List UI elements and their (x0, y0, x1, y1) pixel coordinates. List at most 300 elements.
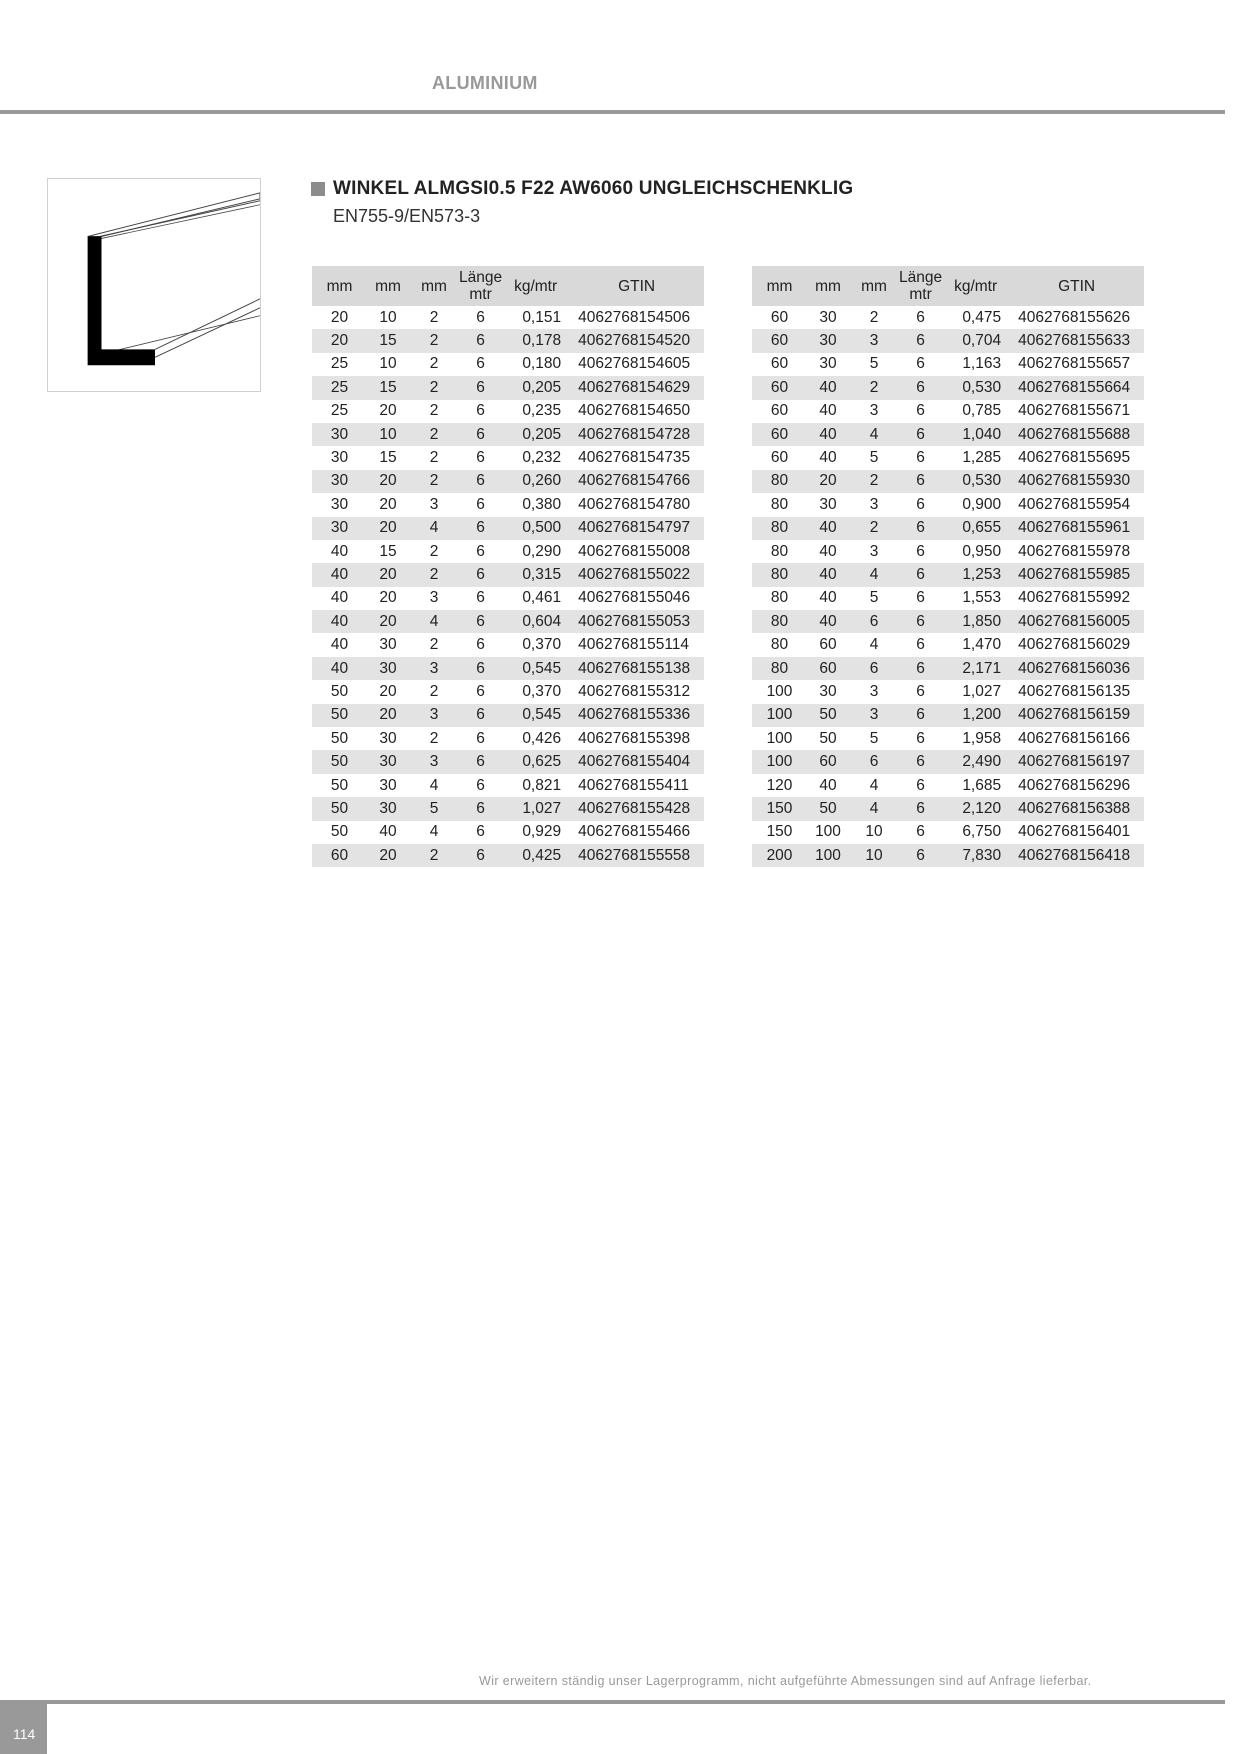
table-row (312, 610, 704, 633)
cell-dim-a: 100 (752, 750, 807, 773)
cell-dim-b: 40 (807, 517, 849, 540)
cell-length: 6 (476, 729, 485, 747)
cell-thickness: 2 (849, 470, 899, 493)
cell-thickness: 4 (429, 823, 439, 841)
cell-dim-a: 50 (312, 704, 367, 727)
cell-gtin: 4062768155404 (569, 750, 704, 773)
cell-thickness: 4 (429, 776, 439, 794)
cell-gtin: 4062768155961 (1009, 517, 1144, 540)
cell-thickness: 6 (849, 750, 899, 773)
table-row (752, 329, 1144, 352)
table-row (752, 774, 1144, 797)
cell-dim-b: 30 (367, 657, 409, 680)
cell-thickness: 3 (409, 657, 459, 680)
cell-thickness: 4 (849, 563, 899, 586)
table-row (312, 306, 704, 329)
cell-dim-a: 60 (752, 329, 807, 352)
cell-dim-b: 30 (819, 308, 837, 326)
cell-dim-a: 30 (312, 423, 367, 446)
cell-gtin: 4062768155138 (569, 657, 704, 680)
cell-weight: 0,950 (962, 542, 1002, 560)
cell-dim-a: 80 (752, 470, 807, 493)
cell-dim-b: 30 (379, 636, 397, 654)
table-row (752, 306, 1144, 329)
table-row (752, 353, 1144, 376)
cell-length: 6 (476, 776, 485, 794)
table-row (312, 587, 704, 610)
cell-dim-a: 50 (312, 797, 367, 820)
cell-gtin: 4062768154520 (569, 329, 704, 352)
cell-gtin: 4062768155633 (1009, 329, 1144, 352)
cell-dim-a: 60 (312, 844, 367, 867)
header-length-line2: mtr (909, 286, 932, 303)
cell-thickness: 3 (409, 704, 459, 727)
table-row (752, 704, 1144, 727)
cell-gtin: 4062768155428 (569, 797, 704, 820)
cell-length: 6 (899, 657, 942, 680)
cell-weight: 1,685 (962, 776, 1002, 794)
cell-gtin: 4062768155312 (578, 682, 691, 700)
cell-weight: 0,178 (502, 329, 569, 352)
cell-weight: 1,470 (962, 636, 1002, 654)
cell-dim-b: 15 (379, 542, 397, 560)
cell-length: 6 (476, 402, 485, 420)
cell-dim-b: 20 (367, 563, 409, 586)
cell-length: 6 (476, 449, 485, 467)
header-mm-b: mm (367, 266, 409, 306)
cell-weight: 6,750 (962, 823, 1002, 841)
cell-dim-b: 40 (807, 563, 849, 586)
section-title: ALUMINIUM (432, 73, 538, 93)
cell-thickness: 2 (849, 517, 899, 540)
cell-weight: 1,850 (942, 610, 1009, 633)
cell-thickness: 2 (409, 563, 459, 586)
cell-weight: 0,232 (522, 449, 562, 467)
cell-dim-b: 100 (807, 844, 849, 867)
cell-length: 6 (476, 682, 485, 700)
cell-dim-a: 100 (766, 682, 793, 700)
cell-gtin: 4062768154605 (578, 355, 691, 373)
cell-dim-a: 100 (766, 729, 793, 747)
cell-weight: 0,235 (522, 402, 562, 420)
cell-dim-b: 30 (379, 729, 397, 747)
cell-length: 6 (916, 355, 925, 373)
cell-gtin: 4062768154506 (578, 308, 691, 326)
cell-gtin: 4062768155053 (569, 610, 704, 633)
cell-dim-b: 40 (819, 542, 837, 560)
cell-weight: 0,530 (942, 376, 1009, 399)
cell-dim-a: 80 (752, 657, 807, 680)
cell-weight: 0,461 (522, 589, 562, 607)
cell-weight: 0,425 (502, 844, 569, 867)
cell-length: 6 (459, 657, 502, 680)
cell-length: 6 (459, 517, 502, 540)
cell-length: 6 (459, 844, 502, 867)
table-row (752, 540, 1144, 563)
cell-dim-a: 80 (770, 589, 789, 607)
cell-gtin: 4062768154735 (578, 449, 691, 467)
cell-length: 6 (916, 682, 925, 700)
table-row (752, 563, 1144, 586)
cell-length: 6 (899, 750, 942, 773)
cell-dim-a: 60 (770, 402, 789, 420)
cell-dim-a: 50 (330, 682, 349, 700)
cell-dim-b: 15 (367, 376, 409, 399)
cell-gtin: 4062768156197 (1009, 750, 1144, 773)
cell-weight: 0,180 (522, 355, 562, 373)
cell-gtin: 4062768155336 (569, 704, 704, 727)
cell-thickness: 2 (429, 542, 439, 560)
cell-dim-a: 80 (752, 563, 807, 586)
header-mm-b: mm (807, 266, 849, 306)
table-row (312, 821, 704, 844)
cell-gtin: 4062768156135 (1018, 682, 1131, 700)
cell-dim-b: 40 (819, 402, 837, 420)
cell-length: 6 (899, 610, 942, 633)
cell-dim-b: 10 (379, 355, 397, 373)
cell-length: 6 (899, 844, 942, 867)
cell-dim-b: 20 (379, 682, 397, 700)
table-row (312, 633, 704, 656)
cell-gtin: 4062768155978 (1018, 542, 1131, 560)
cell-weight: 0,655 (942, 517, 1009, 540)
cell-thickness: 2 (869, 308, 879, 326)
cell-length: 6 (899, 704, 942, 727)
table-row (752, 587, 1144, 610)
header-mm-a: mm (752, 266, 807, 306)
cell-weight: 1,163 (962, 355, 1002, 373)
cell-length: 6 (916, 589, 925, 607)
cell-dim-a: 80 (770, 542, 789, 560)
cell-dim-b: 15 (379, 449, 397, 467)
cell-dim-b: 40 (819, 589, 837, 607)
cell-dim-b: 40 (379, 823, 397, 841)
product-title: WINKEL ALMGSI0.5 F22 AW6060 UNGLEICHSCHENKLIG (333, 178, 854, 199)
table-row (312, 797, 704, 820)
table-row (312, 423, 704, 446)
cell-weight: 0,900 (962, 495, 1002, 513)
cell-length: 6 (459, 563, 502, 586)
header-mm-c: mm (849, 266, 899, 306)
cell-dim-a: 40 (312, 563, 367, 586)
cell-thickness: 2 (429, 729, 439, 747)
cell-dim-a: 30 (330, 495, 349, 513)
cell-weight: 2,120 (942, 797, 1009, 820)
cell-gtin: 4062768156159 (1009, 704, 1144, 727)
cell-weight: 0,290 (522, 542, 562, 560)
cell-thickness: 3 (429, 589, 439, 607)
cell-gtin: 4062768155657 (1018, 355, 1131, 373)
cell-dim-a: 60 (752, 423, 807, 446)
table-row (752, 750, 1144, 773)
cell-dim-a: 80 (770, 495, 789, 513)
cell-dim-b: 30 (819, 355, 837, 373)
cell-thickness: 3 (869, 542, 879, 560)
cell-gtin: 4062768155398 (578, 729, 691, 747)
cell-weight: 0,821 (522, 776, 562, 794)
cell-weight: 0,625 (502, 750, 569, 773)
cell-thickness: 6 (849, 610, 899, 633)
cell-gtin: 4062768155466 (578, 823, 691, 841)
table-row (752, 680, 1144, 703)
cell-dim-b: 15 (367, 329, 409, 352)
cell-weight: 2,490 (942, 750, 1009, 773)
table-row (312, 517, 704, 540)
cell-weight: 1,253 (942, 563, 1009, 586)
cell-weight: 7,830 (942, 844, 1009, 867)
cell-gtin: 4062768155985 (1009, 563, 1144, 586)
cell-gtin: 4062768155022 (569, 563, 704, 586)
cell-thickness: 2 (429, 355, 439, 373)
cell-thickness: 5 (869, 449, 879, 467)
table-header-row (312, 266, 704, 306)
cell-thickness: 5 (869, 589, 879, 607)
header-divider (0, 110, 1225, 114)
cell-length: 6 (476, 542, 485, 560)
table-row (312, 844, 704, 867)
table-row (312, 727, 704, 750)
cell-dim-b: 100 (815, 823, 841, 841)
cell-dim-b: 10 (379, 308, 397, 326)
header-length-line1: Länge (459, 269, 503, 286)
table-row (752, 493, 1144, 516)
cell-dim-a: 40 (330, 542, 349, 560)
table-row (312, 470, 704, 493)
header-weight: kg/mtr (942, 266, 1009, 306)
table-row (312, 446, 704, 469)
cell-dim-a: 50 (330, 823, 349, 841)
table-row (312, 704, 704, 727)
cell-dim-b: 40 (807, 423, 849, 446)
cell-dim-b: 20 (807, 470, 849, 493)
cell-thickness: 2 (429, 449, 439, 467)
cell-thickness: 4 (869, 776, 879, 794)
cell-length: 6 (899, 797, 942, 820)
table-row (312, 493, 704, 516)
cell-dim-a: 25 (312, 376, 367, 399)
cell-length: 6 (459, 704, 502, 727)
cell-dim-b: 40 (819, 776, 837, 794)
cell-weight: 0,205 (502, 376, 569, 399)
cell-dim-a: 50 (312, 750, 367, 773)
cell-dim-b: 30 (367, 750, 409, 773)
cell-thickness: 2 (849, 376, 899, 399)
cell-length: 6 (899, 517, 942, 540)
cell-gtin: 4062768156296 (1018, 776, 1131, 794)
cell-gtin: 4062768155626 (1018, 308, 1131, 326)
angle-profile-icon (48, 179, 260, 391)
cell-gtin: 4062768154797 (569, 517, 704, 540)
dimensions-table-left (312, 266, 704, 867)
cell-gtin: 4062768154766 (569, 470, 704, 493)
cell-length: 6 (476, 823, 485, 841)
cell-length: 6 (916, 823, 925, 841)
table-row (312, 680, 704, 703)
page-number: 114 (13, 1726, 36, 1742)
cell-dim-a: 20 (312, 329, 367, 352)
table-row (752, 423, 1144, 446)
footer-divider (0, 1700, 1225, 1704)
cell-gtin: 4062768156401 (1018, 823, 1131, 841)
cell-gtin: 4062768154780 (578, 495, 691, 513)
cell-length: 6 (459, 797, 502, 820)
cell-thickness: 2 (409, 329, 459, 352)
cell-weight: 0,426 (522, 729, 562, 747)
cell-dim-b: 20 (367, 610, 409, 633)
cell-dim-a: 60 (770, 355, 789, 373)
cell-thickness: 3 (429, 495, 439, 513)
header-length-line2: mtr (469, 286, 492, 303)
table-row (752, 446, 1144, 469)
cell-gtin: 4062768155114 (578, 636, 690, 654)
product-image (47, 178, 261, 392)
cell-weight: 0,785 (962, 402, 1002, 420)
cell-dim-a: 60 (770, 449, 789, 467)
cell-gtin: 4062768155008 (578, 542, 691, 560)
cell-gtin: 4062768155992 (1018, 589, 1131, 607)
cell-length: 6 (916, 636, 925, 654)
cell-weight: 0,151 (522, 308, 562, 326)
cell-thickness: 3 (409, 750, 459, 773)
table-row (752, 470, 1144, 493)
cell-gtin: 4062768156005 (1009, 610, 1144, 633)
cell-length: 6 (916, 495, 925, 513)
cell-weight: 1,040 (942, 423, 1009, 446)
cell-gtin: 4062768155688 (1009, 423, 1144, 446)
cell-gtin: 4062768154650 (578, 402, 691, 420)
cell-dim-b: 30 (807, 329, 849, 352)
cell-weight: 0,500 (502, 517, 569, 540)
table-row (312, 750, 704, 773)
cell-dim-b: 40 (819, 449, 837, 467)
cell-weight: 0,315 (502, 563, 569, 586)
cell-gtin: 4062768155930 (1009, 470, 1144, 493)
cell-weight: 0,260 (502, 470, 569, 493)
cell-weight: 0,205 (502, 423, 569, 446)
cell-dim-b: 40 (807, 376, 849, 399)
cell-length: 6 (916, 729, 925, 747)
header-weight: kg/mtr (502, 266, 569, 306)
table-row (752, 610, 1144, 633)
cell-gtin: 4062768156388 (1009, 797, 1144, 820)
header-gtin: GTIN (1009, 266, 1144, 306)
header-mm-a: mm (312, 266, 367, 306)
cell-length: 6 (899, 470, 942, 493)
product-standard: EN755-9/EN573-3 (333, 206, 481, 226)
cell-weight: 1,200 (942, 704, 1009, 727)
cell-dim-a: 25 (330, 355, 349, 373)
cell-dim-a: 60 (752, 376, 807, 399)
footer-note: Wir erweitern ständig unser Lagerprogramm, nicht aufgeführte Abmessungen sind auf Anfrage lieferbar. (479, 1674, 1092, 1688)
cell-dim-b: 20 (367, 470, 409, 493)
cell-length: 6 (459, 423, 502, 446)
cell-thickness: 2 (429, 402, 439, 420)
cell-dim-a: 30 (312, 517, 367, 540)
cell-gtin: 4062768154629 (569, 376, 704, 399)
cell-dim-b: 50 (807, 797, 849, 820)
cell-dim-b: 20 (367, 844, 409, 867)
cell-weight: 0,380 (522, 495, 562, 513)
cell-length: 6 (476, 636, 485, 654)
header-length (459, 266, 502, 306)
cell-gtin: 4062768156036 (1009, 657, 1144, 680)
cell-thickness: 2 (429, 308, 439, 326)
cell-dim-a: 120 (766, 776, 793, 794)
cell-dim-a: 200 (752, 844, 807, 867)
header-gtin: GTIN (569, 266, 704, 306)
cell-dim-a: 30 (330, 449, 349, 467)
table-row (312, 353, 704, 376)
cell-weight: 1,553 (962, 589, 1002, 607)
cell-dim-b: 60 (819, 636, 837, 654)
cell-length: 6 (899, 329, 942, 352)
cell-gtin: 4062768155664 (1009, 376, 1144, 399)
cell-dim-a: 30 (312, 470, 367, 493)
cell-weight: 0,604 (502, 610, 569, 633)
cell-thickness: 6 (849, 657, 899, 680)
cell-weight: 0,929 (522, 823, 562, 841)
cell-weight: 1,285 (962, 449, 1002, 467)
cell-gtin: 4062768155558 (569, 844, 704, 867)
cell-thickness: 10 (865, 823, 883, 841)
cell-dim-b: 20 (367, 517, 409, 540)
cell-thickness: 3 (869, 402, 879, 420)
table-row (752, 517, 1144, 540)
cell-dim-a: 150 (752, 797, 807, 820)
cell-thickness: 2 (409, 844, 459, 867)
cell-thickness: 3 (869, 682, 879, 700)
cell-gtin: 4062768155671 (1018, 402, 1131, 420)
title-bullet (311, 182, 325, 196)
cell-weight: 1,027 (962, 682, 1002, 700)
cell-thickness: 10 (849, 844, 899, 867)
cell-thickness: 2 (409, 376, 459, 399)
cell-gtin: 4062768155954 (1018, 495, 1131, 513)
cell-length: 6 (459, 750, 502, 773)
cell-dim-a: 50 (330, 776, 349, 794)
cell-thickness: 3 (849, 329, 899, 352)
cell-gtin: 4062768155411 (578, 776, 690, 794)
cell-dim-a: 80 (752, 517, 807, 540)
cell-dim-a: 40 (330, 589, 349, 607)
cell-dim-b: 30 (819, 495, 837, 513)
table-row (312, 376, 704, 399)
table-row (752, 844, 1144, 867)
cell-length: 6 (459, 470, 502, 493)
cell-gtin: 4062768155046 (578, 589, 691, 607)
cell-gtin: 4062768155695 (1018, 449, 1131, 467)
cell-weight: 1,027 (502, 797, 569, 820)
cell-dim-a: 50 (330, 729, 349, 747)
cell-length: 6 (916, 449, 925, 467)
cell-dim-a: 25 (330, 402, 349, 420)
cell-dim-b: 60 (807, 750, 849, 773)
cell-length: 6 (476, 589, 485, 607)
cell-weight: 0,370 (522, 682, 562, 700)
cell-weight: 0,545 (502, 657, 569, 680)
table-row (752, 821, 1144, 844)
cell-dim-b: 50 (807, 704, 849, 727)
table-row (312, 400, 704, 423)
cell-length: 6 (476, 355, 485, 373)
cell-dim-a: 150 (766, 823, 793, 841)
cell-thickness: 2 (429, 682, 439, 700)
cell-dim-a: 40 (330, 636, 349, 654)
table-row (312, 774, 704, 797)
cell-dim-a: 20 (330, 308, 349, 326)
cell-weight: 0,530 (942, 470, 1009, 493)
header-length-line1: Länge (899, 269, 943, 286)
